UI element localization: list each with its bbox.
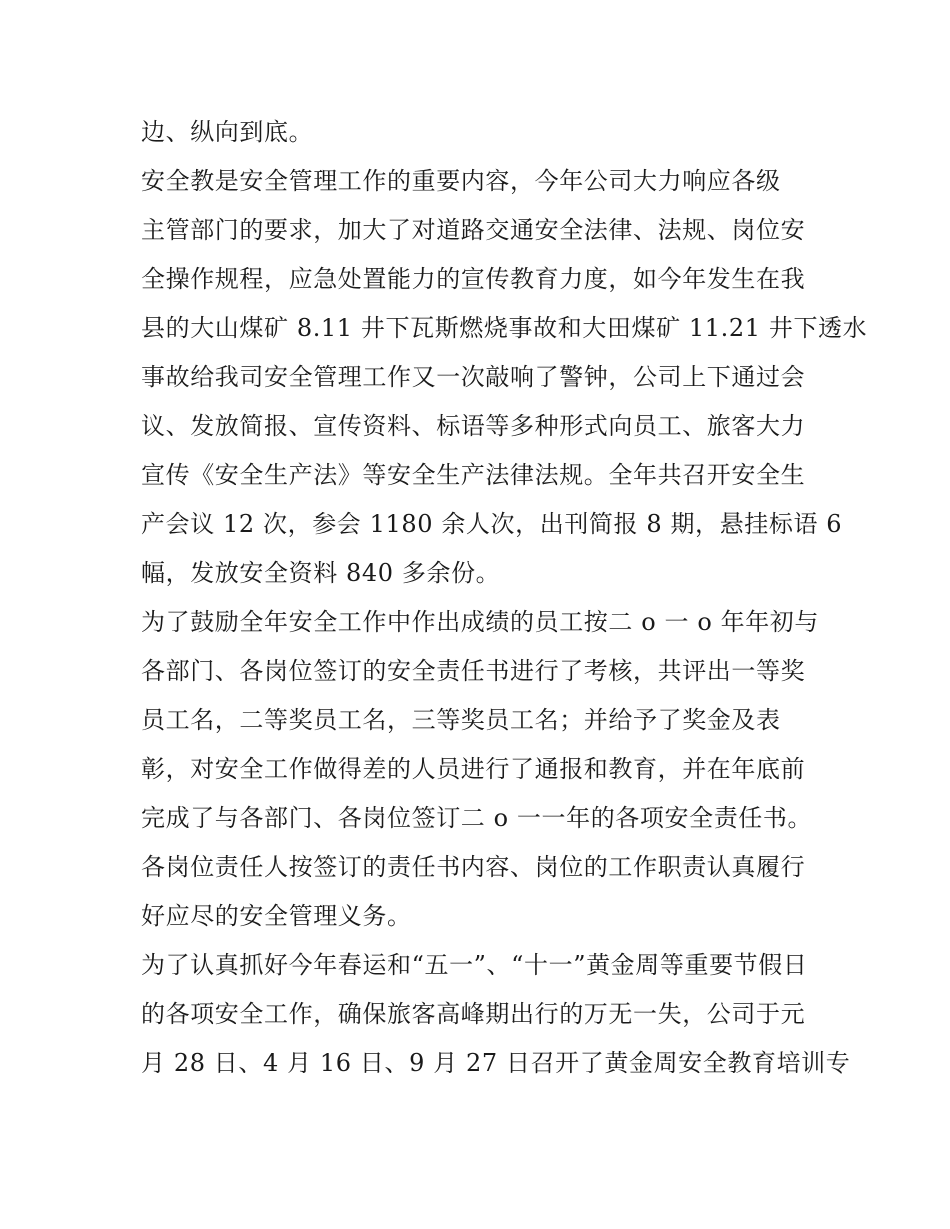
text-line: 县的大山煤矿 8.11 井下瓦斯燃烧事故和大田煤矿 11.21 井下透水 — [141, 314, 868, 342]
text-line: 边、纵向到底。 — [141, 118, 314, 146]
text-line: 的各项安全工作，确保旅客高峰期出行的万无一失，公司于元 — [141, 1000, 806, 1028]
text-line: 主管部门的要求，加大了对道路交通安全法律、法规、岗位安 — [141, 216, 806, 244]
text-line: 彰，对安全工作做得差的人员进行了通报和教育，并在年底前 — [141, 755, 806, 783]
text-line: 宣传《安全生产法》等安全生产法律法规。全年共召开安全生 — [141, 461, 806, 489]
text-line: 幅，发放安全资料 840 多余份。 — [141, 559, 501, 587]
text-line: 事故给我司安全管理工作又一次敲响了警钟，公司上下通过会 — [141, 363, 806, 391]
text-line: 安全教是安全管理工作的重要内容，今年公司大力响应各级 — [141, 167, 781, 195]
text-line: 月 28 日、4 月 16 日、9 月 27 日召开了黄金周安全教育培训专 — [141, 1049, 851, 1077]
text-line: 员工名，二等奖员工名，三等奖员工名；并给予了奖金及表 — [141, 706, 781, 734]
text-line: 好应尽的安全管理义务。 — [141, 902, 412, 930]
text-line: 议、发放简报、宣传资料、标语等多种形式向员工、旅客大力 — [141, 412, 806, 440]
text-line: 为了认真抓好今年春运和“五一”、“十一”黄金周等重要节假日 — [141, 951, 808, 979]
text-line: 各岗位责任人按签订的责任书内容、岗位的工作职责认真履行 — [141, 853, 806, 881]
text-line: 完成了与各部门、各岗位签订二 o 一一年的各项安全责任书。 — [141, 804, 813, 832]
document-body — [141, 108, 868, 1088]
text-line: 产会议 12 次，参会 1180 余人次，出刊简报 8 期，悬挂标语 6 — [141, 510, 843, 538]
text-line: 各部门、各岗位签订的安全责任书进行了考核，共评出一等奖 — [141, 657, 806, 685]
text-line: 全操作规程，应急处置能力的宣传教育力度，如今年发生在我 — [141, 265, 806, 293]
text-line: 为了鼓励全年安全工作中作出成绩的员工按二 o 一 o 年年初与 — [141, 608, 820, 636]
